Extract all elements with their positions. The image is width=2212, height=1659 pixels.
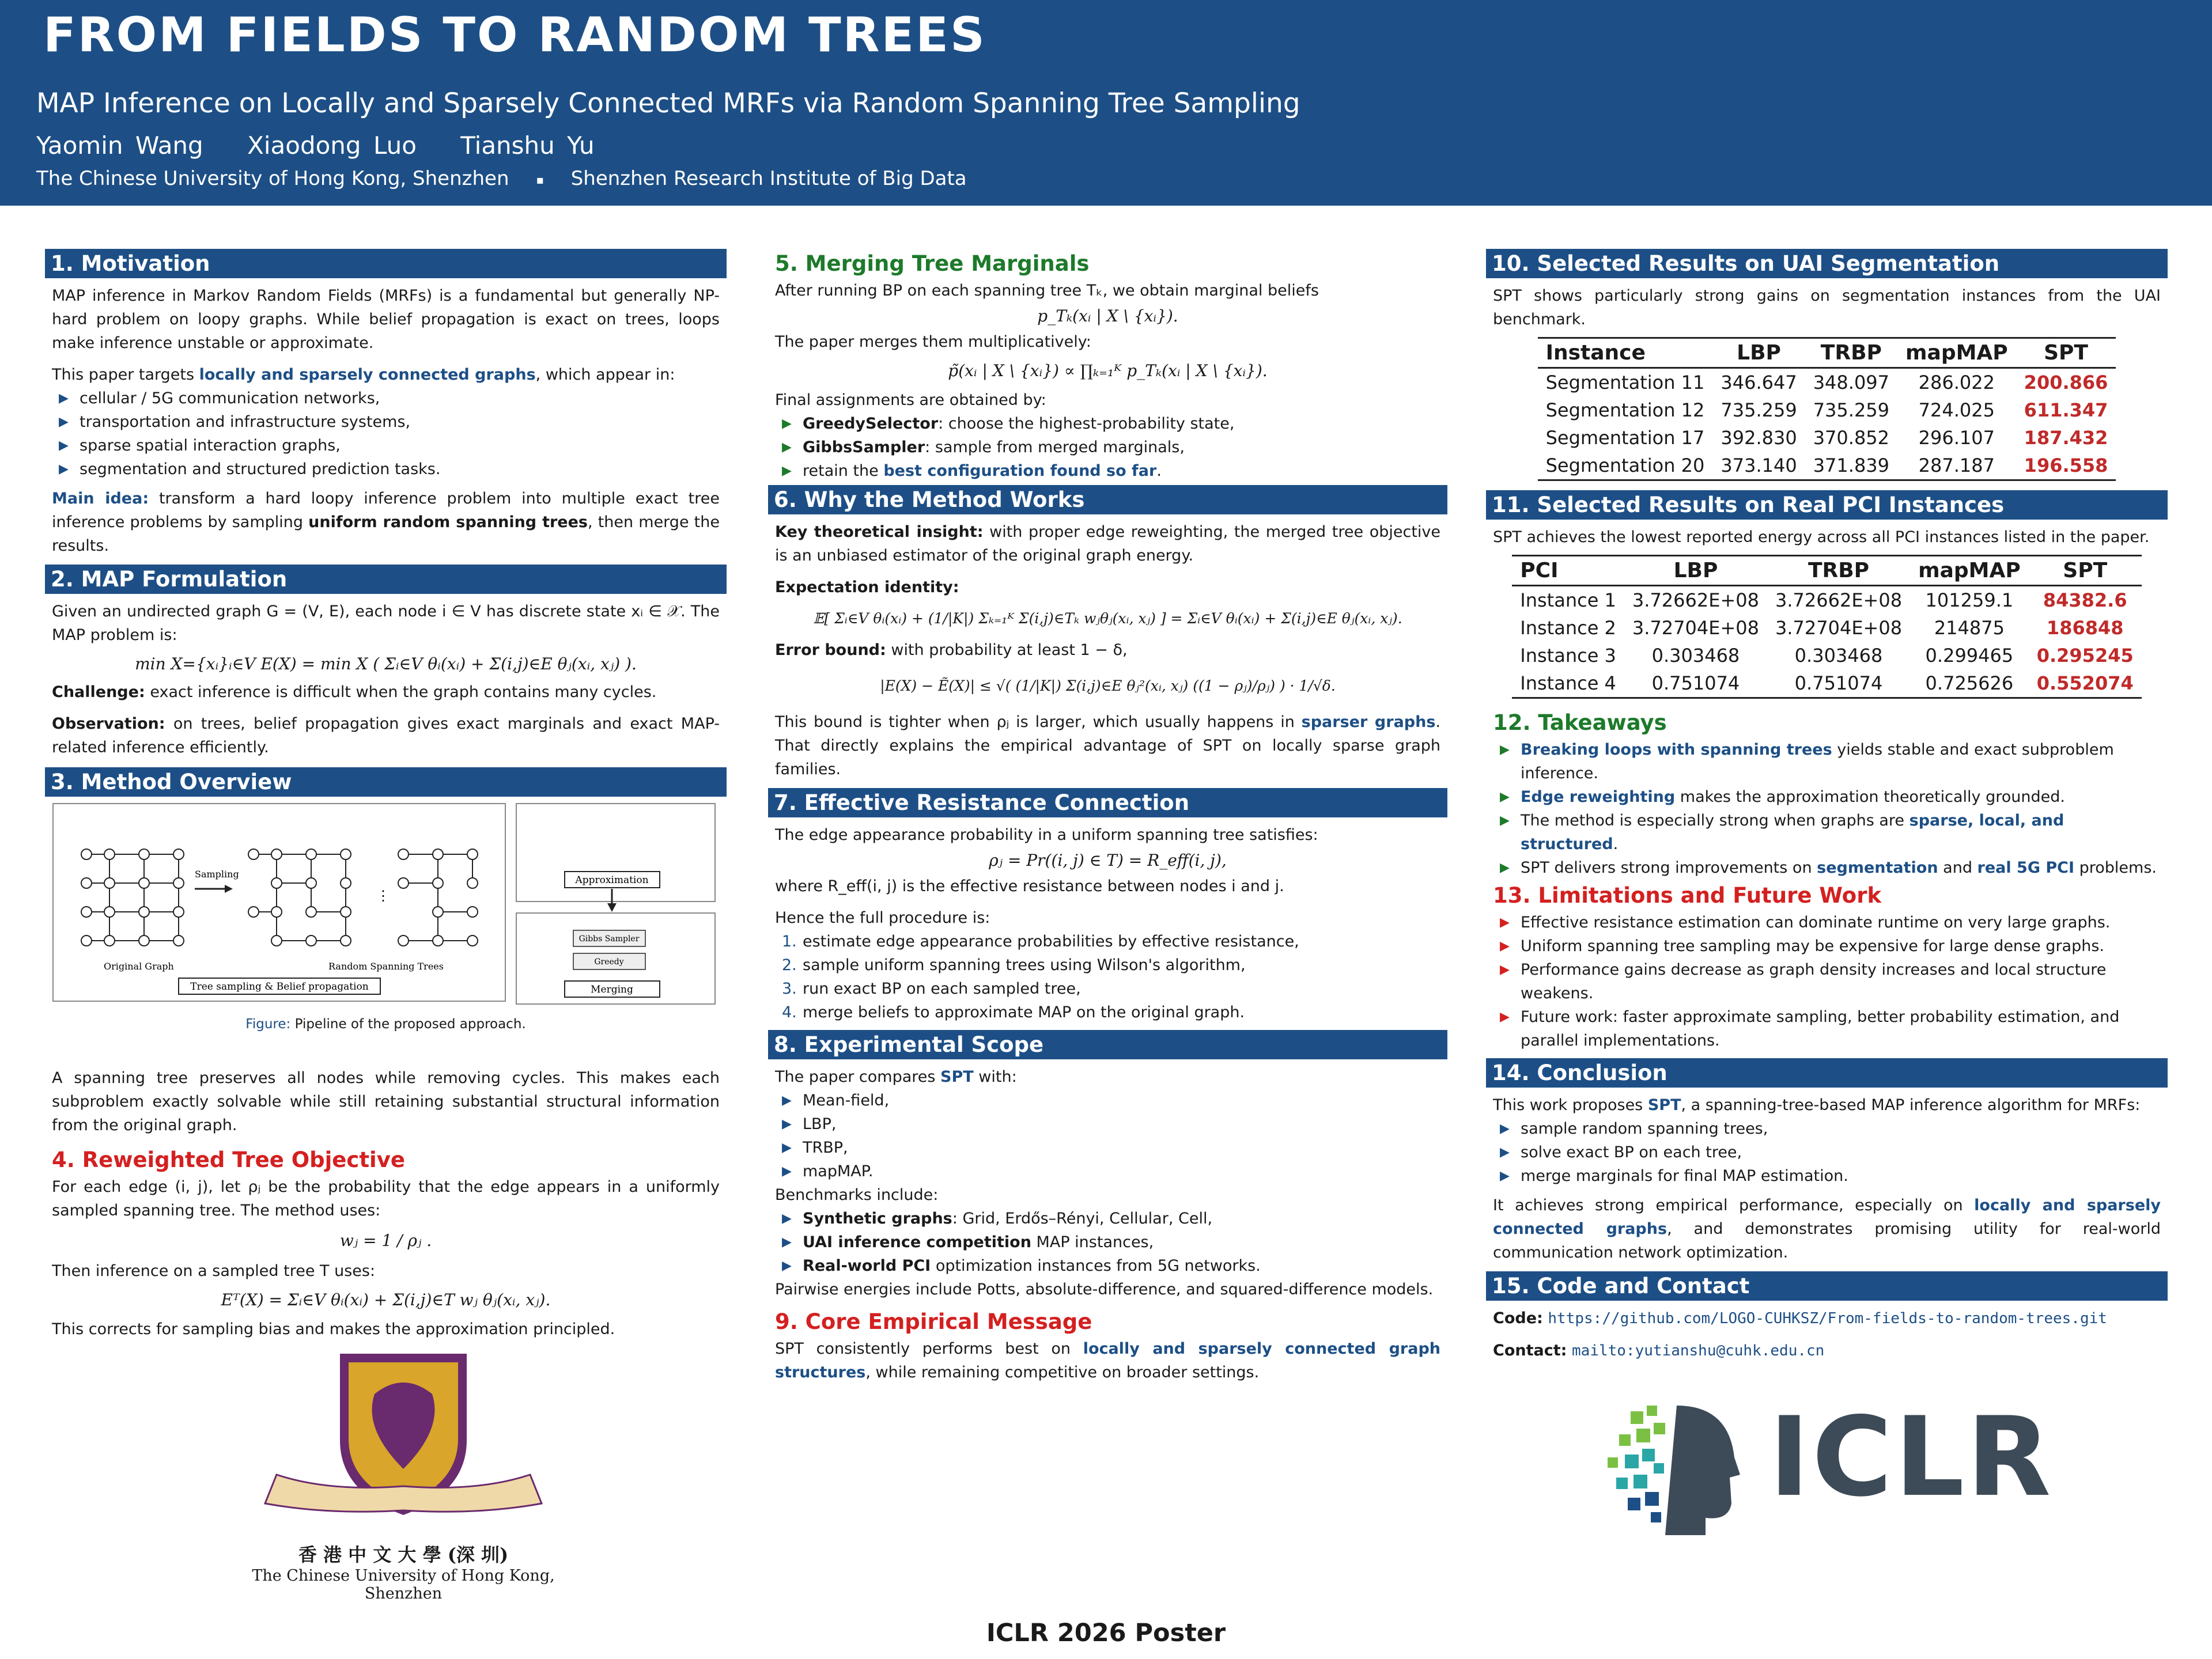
iclr-logo — [1596, 1382, 2057, 1544]
fig-tree-bp-label: Tree sampling & Belief propagation — [190, 981, 369, 993]
list-item: ▶ LBP, — [782, 1115, 837, 1133]
list-item: ▶ TRBP, — [782, 1139, 848, 1157]
list-item: ▶ GreedySelector: choose the highest-probability state, — [782, 415, 1235, 433]
table-row: Segmentation 12 735.259 735.259 724.025 611.347 — [1545, 399, 2108, 421]
table-row: Instance 2 3.72704E+08 3.72704E+08 214875 186848 — [1520, 617, 2124, 639]
paragraph: For each edge (i, j), let ρⱼ be the probability that the edge appears in a uniformly sampled spanning tree. The method uses: — [52, 1178, 720, 1219]
paragraph: After running BP on each spanning tree Tₖ, we obtain marginal beliefs — [775, 282, 1319, 300]
section-title: 13. Limitations and Future Work — [1493, 883, 1882, 908]
list-item: ▶ Synthetic graphs: Grid, Erdős–Rényi, Cellular, Cell, — [782, 1210, 1213, 1228]
list-item: ▶ cellular / 5G communication networks, — [59, 389, 380, 407]
section-title: 4. Reweighted Tree Objective — [52, 1147, 405, 1172]
list-item: 1. estimate edge appearance probabilities by effective resistance, — [782, 933, 1299, 950]
paragraph: This bound is tighter when ρⱼ is larger, which usually happens in sparser graphs. That directly explains the empirical advantage of SPT on locally sparse graph families. — [775, 713, 1440, 778]
pipeline-diagram — [52, 802, 720, 1011]
paragraph: SPT consistently performs best on locally and sparsely connected graph structures, while remaining competitive on broader settings. — [775, 1340, 1441, 1381]
section-title: 15. Code and Contact — [1486, 1271, 2168, 1301]
equation: |E(X) − Ẽ(X)| ≤ √( (1/|K|) Σ(i,j)∈E θⱼ²(xᵢ, xⱼ) ((1 − ρⱼ)/ρⱼ) ) · 1/√δ. — [880, 677, 1336, 694]
table-row: Segmentation 17 392.830 370.852 296.107 187.432 — [1545, 427, 2108, 449]
code-link[interactable]: https://github.com/LOGO-CUHKSZ/From-fields-to-random-trees.git — [1548, 1310, 2107, 1327]
list-item: ▶ solve exact BP on each tree, — [1500, 1143, 1742, 1161]
list-item: ▶ Future work: faster approximate sampling, better probability estimation, and parallel implementations. — [1500, 1008, 2120, 1050]
affiliation: Shenzhen Research Institute of Big Data — [570, 167, 967, 190]
equation: min X={xᵢ}ᵢ∈V E(X) = min X ( Σᵢ∈V θᵢ(xᵢ) + Σ(i,j)∈E θⱼ(xᵢ, xⱼ) ). — [135, 654, 637, 673]
section-title: 1. Motivation — [45, 249, 727, 278]
cuhk-logo — [242, 1342, 565, 1601]
section-title: 2. MAP Formulation — [45, 565, 727, 594]
author: Tianshu Yu — [460, 131, 595, 160]
fig-original-label: Original Graph — [104, 961, 174, 972]
list-item: ▶ UAI inference competition MAP instances, — [782, 1233, 1154, 1251]
fig-random-label: Random Spanning Trees — [328, 961, 444, 972]
fig-gibbs-label: Gibbs Sampler — [578, 934, 640, 944]
affiliations — [36, 167, 967, 190]
paragraph: Benchmarks include: — [775, 1186, 939, 1204]
section-title: 9. Core Empirical Message — [775, 1309, 1092, 1334]
paragraph: Then inference on a sampled tree T uses: — [52, 1262, 376, 1280]
contact-line: Contact: mailto:yutianshu@cuhk.edu.cn — [1493, 1342, 1825, 1359]
column-2 — [768, 249, 1447, 1384]
paragraph: Main idea: transform a hard loopy inference problem into multiple exact tree inference problems by sampling uniform random spanning trees, then merge the results. — [52, 490, 720, 555]
list-item: 2. sample uniform spanning trees using Wilson's algorithm, — [782, 956, 1246, 974]
bullet-list — [1486, 738, 2168, 880]
contact-link[interactable]: mailto:yutianshu@cuhk.edu.cn — [1572, 1342, 1825, 1359]
list-item: ▶ GibbsSampler: sample from merged marginals, — [782, 438, 1185, 456]
paragraph: The paper merges them multiplicatively: — [775, 333, 1091, 351]
paragraph: Key theoretical insight: with proper edge reweighting, the merged tree objective is an unbiased estimator of the original graph energy. — [775, 523, 1440, 565]
table-row: Instance 1 3.72662E+08 3.72662E+08 101259.1 84382.6 — [1520, 589, 2127, 611]
poster-subtitle: MAP Inference on Locally and Sparsely Connected MRFs via Random Spanning Tree Sampling — [36, 88, 1300, 119]
bullet-list — [768, 412, 1447, 483]
list-item: ▶ segmentation and structured prediction tasks. — [59, 460, 441, 478]
figure-caption: Figure: Pipeline of the proposed approach. — [245, 1017, 526, 1032]
table-row: Segmentation 11 346.647 348.097 286.022 200.866 — [1545, 372, 2108, 393]
table-row: Instance 4 0.751074 0.751074 0.725626 0.552074 — [1512, 669, 2141, 698]
paragraph: Given an undirected graph G = (V, E), each node i ∈ V has discrete state xᵢ ∈ 𝒳. The MAP problem is: — [52, 603, 720, 644]
fig-greedy-label: Greedy — [594, 957, 624, 967]
list-item: ▶ retain the best configuration found so far. — [782, 462, 1162, 480]
uai-results-table: Instance LBP TRBP mapMAP SPT Segmentation 11 346.647 348.097 286.022 200.866 Segmentation 12 735.259 735.259 724.025 611.347 Segmentation 17 392.830 370.852 296.107 187.432 Segmentation 20 373.140 371.839 287.187 196.558 — [1538, 337, 2116, 481]
pipeline-figure — [52, 802, 720, 1011]
table-row: Segmentation 20 373.140 371.839 287.187 196.558 — [1538, 452, 2116, 480]
equation: p_Tₖ(xᵢ | X \ {xᵢ}). — [1037, 306, 1178, 325]
bullet-list — [45, 387, 727, 481]
equation: wⱼ = 1 / ρⱼ . — [339, 1231, 432, 1250]
equation: p̃(xᵢ | X \ {xᵢ}) ∝ ∏ₖ₌₁ᴷ p_Tₖ(xᵢ | X \ {xᵢ}). — [948, 361, 1268, 380]
cuhk-emblem — [242, 1342, 565, 1527]
paragraph: Observation: on trees, belief propagation gives exact marginals and exact MAP-related inference efficiently. — [52, 715, 720, 756]
paragraph: A spanning tree preserves all nodes while removing cycles. This makes each subproblem exactly solvable while still retaining substantial structural information from the original graph. — [52, 1069, 720, 1134]
list-item: ▶ sparse spatial interaction graphs, — [59, 437, 341, 454]
section-title: 11. Selected Results on Real PCI Instances — [1486, 490, 2168, 520]
section-title: 5. Merging Tree Marginals — [775, 251, 1090, 276]
authors — [36, 131, 626, 160]
section-title: 7. Effective Resistance Connection — [768, 788, 1447, 817]
paragraph: SPT shows particularly strong gains on segmentation instances from the UAI benchmark. — [1493, 287, 2161, 328]
cuhk-name-en: The Chinese University of Hong Kong, Shenzhen — [252, 1567, 555, 1603]
paragraph: Pairwise energies include Potts, absolute-difference, and squared-difference models. — [775, 1281, 1434, 1298]
iclr-wordmark: ICLR — [1769, 1393, 2054, 1521]
code-line: Code: https://github.com/LOGO-CUHKSZ/From-fields-to-random-trees.git — [1493, 1309, 2107, 1327]
cuhk-name-cn: 香 港 中 文 大 學 (深 圳) — [298, 1544, 509, 1566]
paragraph: The edge appearance probability in a uniform spanning tree satisfies: — [775, 826, 1318, 844]
poster-title: FROM FIELDS TO RANDOM TREES — [43, 7, 986, 63]
list-item: 3. run exact BP on each sampled tree, — [782, 980, 1081, 998]
table-row: Instance 3 0.303468 0.303468 0.299465 0.295245 — [1520, 645, 2134, 666]
pci-results-table: PCI LBP TRBP mapMAP SPT Instance 1 3.72662E+08 3.72662E+08 101259.1 84382.6 Instance 2 3.72704E+08 3.72704E+08 214875 186848 Instance 3 0.303468 0.303468 0.299465 0.295245 Instance 4 0.751074 0.751074 0.725626 0.552074 — [1512, 555, 2141, 699]
affiliation: The Chinese University of Hong Kong, Shenzhen — [36, 167, 509, 190]
section-title: 10. Selected Results on UAI Segmentation — [1486, 249, 2168, 278]
list-item: ▶ Real-world PCI optimization instances from 5G networks. — [782, 1257, 1261, 1275]
fig-merging-label: Merging — [591, 984, 633, 995]
list-item: ▶ transportation and infrastructure systems, — [59, 413, 411, 431]
paragraph: where R_eff(i, j) is the effective resistance between nodes i and j. — [775, 877, 1284, 895]
iclr-emblem — [1596, 1388, 1746, 1538]
list-item: ▶ sample random spanning trees, — [1500, 1120, 1768, 1138]
footer: ICLR 2026 Poster — [986, 1619, 1226, 1647]
author: Xiaodong Luo — [247, 131, 417, 160]
column-1 — [45, 249, 727, 1341]
paragraph: This paper targets locally and sparsely connected graphs, which appear in: — [52, 366, 675, 384]
bullet-list — [768, 1207, 1447, 1278]
paragraph: SPT achieves the lowest reported energy across all PCI instances listed in the paper. — [1493, 528, 2150, 546]
section-title: 8. Experimental Scope — [768, 1030, 1447, 1059]
section-title: 6. Why the Method Works — [768, 485, 1447, 514]
section-title: 12. Takeaways — [1493, 710, 1667, 735]
poster-header — [0, 0, 2212, 206]
paragraph: The paper compares SPT with: — [775, 1068, 1017, 1086]
paragraph: Challenge: exact inference is difficult when the graph contains many cycles. — [52, 683, 657, 701]
list-item: ▶ Effective resistance estimation can dominate runtime on very large graphs. — [1500, 914, 2111, 931]
paragraph: This corrects for sampling bias and makes the approximation principled. — [52, 1320, 615, 1338]
equation: ρⱼ = Pr((i, j) ∈ T) = R_eff(i, j), — [989, 851, 1227, 870]
list-item: ▶ SPT delivers strong improvements on segmentation and real 5G PCI problems. — [1500, 859, 2157, 877]
list-item: ▶ Performance gains decrease as graph density increases and local structure weakens. — [1500, 961, 2107, 1002]
paragraph: Error bound: with probability at least 1 − δ, — [775, 641, 1128, 659]
paragraph: Expectation identity: — [775, 578, 959, 596]
column-3 — [1486, 249, 2168, 1363]
author: Yaomin Wang — [36, 131, 203, 160]
bullet-list — [768, 1089, 1447, 1183]
numbered-list — [768, 930, 1447, 1024]
paragraph: It achieves strong empirical performance, especially on locally and sparsely connected graphs, and demonstrates promising utility for real-world communication network optimization. — [1493, 1196, 2161, 1262]
fig-sampling-label: Sampling — [195, 869, 239, 880]
equation: 𝔼[ Σᵢ∈V θᵢ(xᵢ) + (1/|K|) Σₖ₌₁ᴷ Σ(i,j)∈Tₖ wⱼθⱼ(xᵢ, xⱼ) ] = Σᵢ∈V θᵢ(xᵢ) + Σ(i,j)∈E θⱼ(xᵢ, xⱼ). — [813, 610, 1402, 627]
paragraph: Final assignments are obtained by: — [775, 391, 1046, 409]
bullet-list — [1486, 911, 2168, 1052]
section-title: 14. Conclusion — [1486, 1058, 2168, 1088]
affiliation-separator: ▪ — [536, 172, 544, 187]
list-item: ▶ Edge reweighting makes the approximation theoretically grounded. — [1500, 788, 2065, 806]
list-item: ▶ Uniform spanning tree sampling may be expensive for large dense graphs. — [1500, 937, 2104, 955]
paragraph: This work proposes SPT, a spanning-tree-based MAP inference algorithm for MRFs: — [1493, 1096, 2141, 1114]
list-item: ▶ Breaking loops with spanning trees yields stable and exact subproblem inference. — [1500, 741, 2114, 782]
highlight: locally and sparsely connected graphs — [199, 366, 536, 384]
list-item: 4. merge beliefs to approximate MAP on the original graph. — [782, 1003, 1245, 1021]
list-item: ▶ The method is especially strong when graphs are sparse, local, and structured. — [1500, 812, 2064, 853]
equation: Eᵀ(X) = Σᵢ∈V θᵢ(xᵢ) + Σ(i,j)∈T wⱼ θⱼ(xᵢ, xⱼ). — [221, 1290, 551, 1309]
bullet-list — [1486, 1117, 2168, 1188]
list-item: ▶ merge marginals for final MAP estimation. — [1500, 1167, 1848, 1185]
section-title: 3. Method Overview — [45, 767, 727, 797]
list-item: ▶ Mean-field, — [782, 1092, 890, 1109]
paragraph: Hence the full procedure is: — [775, 909, 990, 927]
paragraph: MAP inference in Markov Random Fields (MRFs) is a fundamental but generally NP-hard problem on loopy graphs. While belief propagation is exact on trees, loops make inference unstable or approximate. — [52, 287, 720, 352]
fig-dots: ⋮ — [376, 888, 390, 904]
list-item: ▶ mapMAP. — [782, 1162, 874, 1180]
fig-approx-label: Approximation — [575, 874, 649, 886]
